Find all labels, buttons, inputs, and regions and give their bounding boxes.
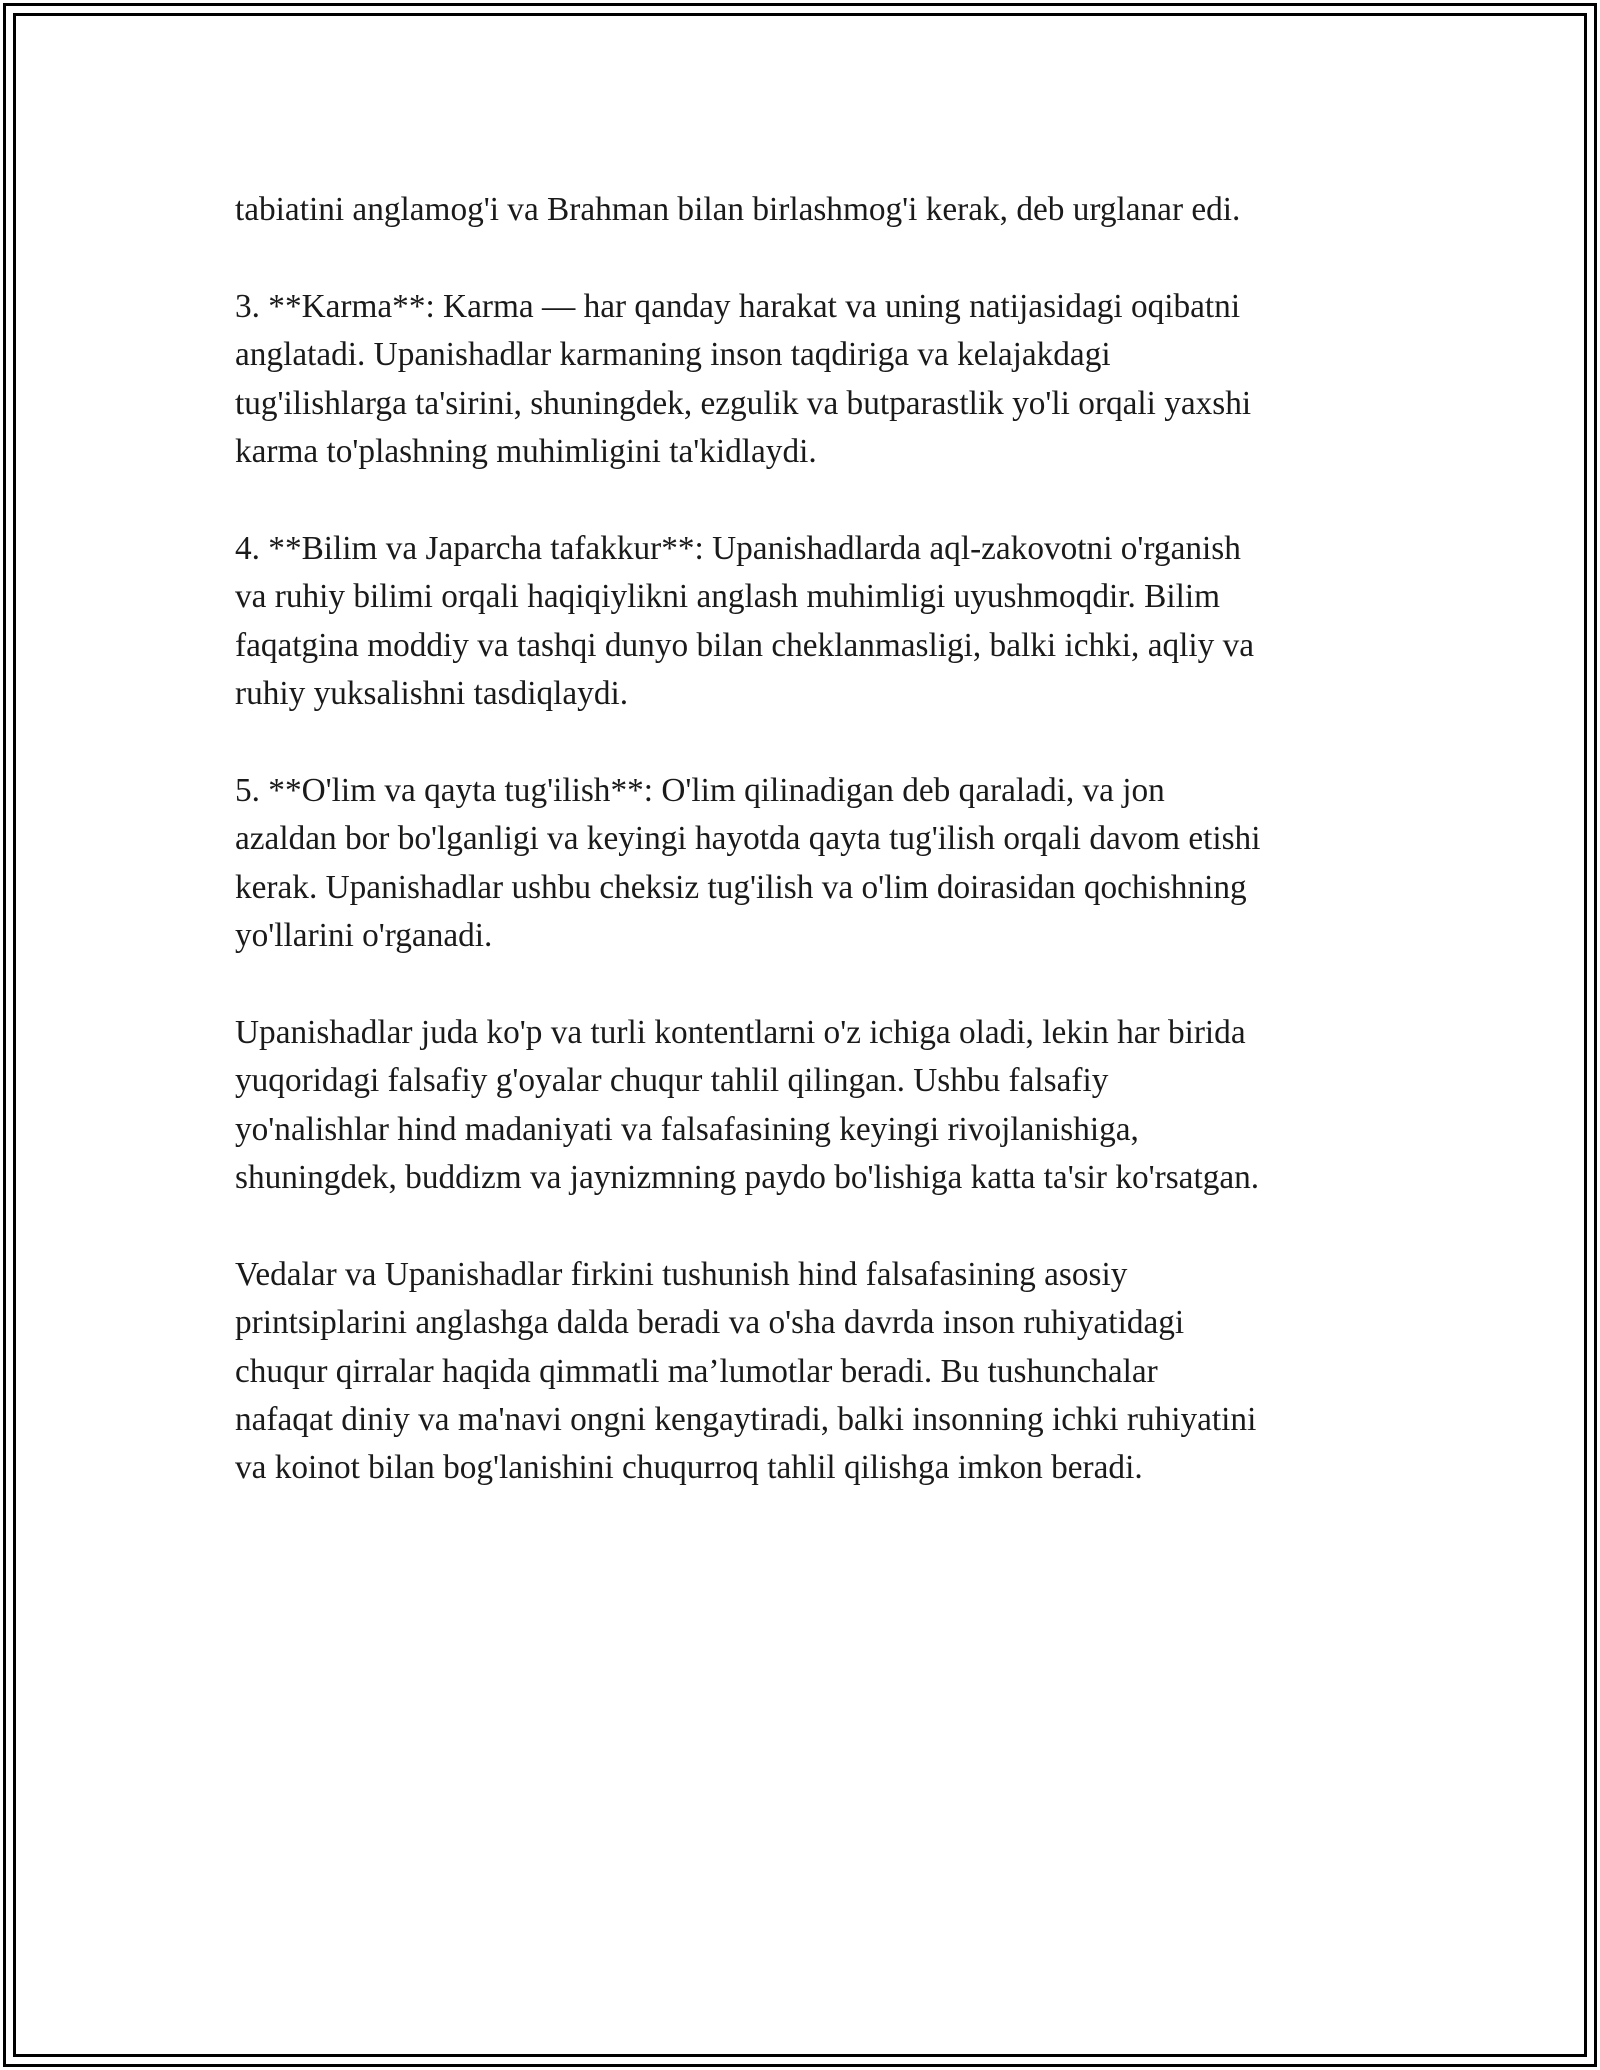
document-body — [235, 186, 1385, 1493]
paragraph-continuation: tabiatini anglamog'i va Brahman bilan birlashmog'i kerak, deb urglanar edi. — [235, 191, 1241, 228]
paragraph-vedalar: Vedalar va Upanishadlar firkini tushunish hind falsafasining asosiy printsiplarini anglashga dalda beradi va o'sha davrda inson ruhiyatidagi chuqur qirralar haqida qimmatli ma’lumotlar beradi. Bu tushunchalar nafaqat diniy va ma'navi ongni kengaytiradi, balki insonning ichki ruhiyatini va koinot bilan bog'lanishini chuqurroq tahlil qilishga imkon beradi. — [235, 1255, 1257, 1487]
paragraph-upanishadlar: Upanishadlar juda ko'p va turli kontentlarni o'z ichiga oladi, lekin har birida yuqoridagi falsafiy g'oyalar chuqur tahlil qilingan. Ushbu falsafiy yo'nalishlar hind madaniyati va falsafasining keyingi rivojlanishiga, shuningdek, buddizm va jaynizmning paydo bo'lishiga katta ta'sir ko'rsatgan. — [235, 1013, 1260, 1197]
paragraph-karma: 3. **Karma**: Karma — har qanday harakat va uning natijasidagi oqibatni anglatadi. Upanishadlar karmaning inson taqdiriga va kelajakdagi tug'ilishlarga ta'sirini, shuningdek, ezgulik va butparastlik yo'li orqali yaxshi karma to'plashning muhimligini ta'kidlaydi. — [235, 287, 1252, 471]
paragraph-olim: 5. **O'lim va qayta tug'ilish**: O'lim qilinadigan deb qaraladi, va jon azaldan bor bo'lganligi va keyingi hayotda qayta tug'ilish orqali davom etishi kerak. Upanishadlar ushbu cheksiz tug'ilish va o'lim doirasidan qochishning yo'llarini o'rganadi. — [235, 771, 1261, 955]
paragraph-bilim: 4. **Bilim va Japarcha tafakkur**: Upanishadlarda aql-zakovotni o'rganish va ruhiy bilimi orqali haqiqiylikni anglash muhimligi uyushmoqdir. Bilim faqatgina moddiy va tashqi dunyo bilan cheklanmasligi, balki ichki, aqliy va ruhiy yuksalishni tasdiqlaydi. — [235, 529, 1255, 713]
